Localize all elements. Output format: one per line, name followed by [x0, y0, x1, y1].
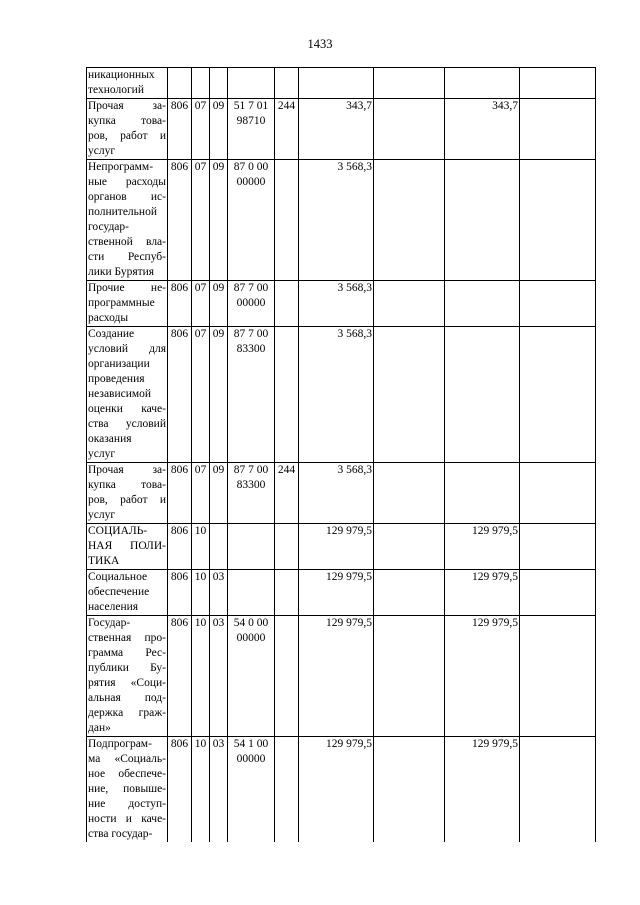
target-article-line: 00000: [236, 632, 266, 644]
amount-total: 343,7: [299, 99, 374, 160]
row-name-line: ное обеспече-: [88, 768, 166, 780]
subsection-code: 09: [210, 99, 228, 160]
row-name-line: ности и каче-: [88, 813, 166, 825]
expense-type-code: 244: [275, 99, 299, 160]
target-article-line: 00000: [236, 753, 266, 765]
expense-type-code: [275, 616, 299, 737]
table-row: [87, 570, 596, 616]
ministry-code: 806: [168, 570, 192, 616]
table-row: [87, 327, 596, 463]
page-number: 1433: [307, 37, 333, 51]
row-name-line: программные: [88, 297, 155, 309]
row-name-line: Подпрограм-: [88, 738, 152, 750]
subsection-code: 03: [210, 570, 228, 616]
section-code: 10: [192, 570, 210, 616]
amount-col-1: [374, 99, 445, 160]
row-name-line: населения: [88, 601, 139, 613]
row-name-line: грамма Рес-: [88, 647, 166, 659]
row-name-cell: [87, 737, 168, 843]
row-name-cell: [87, 524, 168, 570]
amount-col-1: [374, 524, 445, 570]
target-article-code: [228, 616, 275, 737]
row-name-line: альная под-: [88, 692, 166, 704]
subsection-code: 09: [210, 160, 228, 281]
row-name-line: органов ис-: [88, 191, 166, 203]
amount-col-3: [520, 99, 596, 160]
amount-col-2: 129 979,5: [445, 737, 520, 843]
row-name-line: проведения: [88, 373, 145, 385]
row-name-line: Прочая за-: [88, 100, 166, 112]
amount-col-1: [374, 327, 445, 463]
section-code: 10: [192, 616, 210, 737]
target-article-code: [228, 463, 275, 524]
row-name-cell: [87, 99, 168, 160]
amount-col-1: [374, 68, 445, 99]
row-name-line: Прочая за-: [88, 464, 166, 476]
row-name-line: ние, повыше-: [88, 783, 166, 795]
row-name-line: Непрограмм-: [88, 161, 154, 173]
amount-col-3: [520, 524, 596, 570]
target-article-code: [228, 68, 275, 99]
row-name-line: условий для: [88, 343, 166, 355]
row-name-line: ства условий: [88, 418, 166, 430]
target-article-line: 00000: [236, 176, 266, 188]
amount-col-2: [445, 327, 520, 463]
expense-type-code: [275, 737, 299, 843]
budget-table: [86, 67, 596, 842]
row-name-line: Социальное: [88, 571, 148, 583]
row-name-line: независимой: [88, 388, 152, 400]
target-article-line: 83300: [236, 343, 266, 355]
row-name-line: ственная про-: [88, 632, 166, 644]
amount-col-2: 129 979,5: [445, 570, 520, 616]
amount-total: 129 979,5: [299, 616, 374, 737]
target-article-line: 54 0 00: [233, 617, 269, 629]
amount-total: 3 568,3: [299, 160, 374, 281]
amount-total: 3 568,3: [299, 281, 374, 327]
subsection-code: [210, 524, 228, 570]
target-article-code: [228, 524, 275, 570]
row-name-line: технологий: [88, 84, 144, 96]
table-row: [87, 160, 596, 281]
amount-total: 3 568,3: [299, 327, 374, 463]
amount-col-1: [374, 160, 445, 281]
row-name-line: Создание: [88, 328, 135, 340]
target-article-line: 98710: [236, 115, 266, 127]
row-name-line: никационных: [88, 69, 155, 81]
ministry-code: 806: [168, 327, 192, 463]
target-article-line: 87 7 00: [233, 328, 269, 340]
row-name-line: организации: [88, 358, 150, 370]
amount-col-1: [374, 570, 445, 616]
row-name-line: услуг: [88, 509, 116, 521]
amount-col-3: [520, 327, 596, 463]
amount-total: 3 568,3: [299, 463, 374, 524]
amount-col-2: [445, 281, 520, 327]
target-article-code: [228, 570, 275, 616]
target-article-line: 87 7 00: [233, 282, 269, 294]
row-name-line: купка това-: [88, 115, 166, 127]
table-row: [87, 281, 596, 327]
expense-type-code: [275, 160, 299, 281]
target-article-line: 00000: [236, 297, 266, 309]
amount-col-3: [520, 463, 596, 524]
amount-col-2: [445, 68, 520, 99]
target-article-line: 54 1 00: [233, 738, 269, 750]
ministry-code: 806: [168, 524, 192, 570]
amount-col-1: [374, 616, 445, 737]
table-row: [87, 524, 596, 570]
row-name-line: ные расходы: [88, 176, 166, 188]
amount-col-2: 343,7: [445, 99, 520, 160]
row-name-line: ров, работ и: [88, 494, 166, 506]
amount-col-1: [374, 463, 445, 524]
row-name-line: оказания: [88, 433, 132, 445]
subsection-code: 09: [210, 463, 228, 524]
section-code: 07: [192, 463, 210, 524]
target-article-code: [228, 99, 275, 160]
subsection-code: 03: [210, 737, 228, 843]
amount-col-2: 129 979,5: [445, 524, 520, 570]
amount-col-3: [520, 281, 596, 327]
row-name-line: ние доступ-: [88, 798, 166, 810]
amount-col-3: [520, 570, 596, 616]
table-row: [87, 99, 596, 160]
row-name-line: услуг: [88, 145, 116, 157]
amount-col-3: [520, 616, 596, 737]
row-name-cell: [87, 281, 168, 327]
expense-type-code: [275, 68, 299, 99]
row-name-line: полнительной: [88, 206, 157, 218]
table-row: [87, 463, 596, 524]
amount-col-2: [445, 160, 520, 281]
row-name-cell: [87, 68, 168, 99]
target-article-line: 51 7 01: [233, 100, 269, 112]
subsection-code: [210, 68, 228, 99]
subsection-code: 09: [210, 281, 228, 327]
row-name-line: ров, работ и: [88, 130, 166, 142]
row-name-line: держка граж-: [88, 707, 166, 719]
ministry-code: 806: [168, 99, 192, 160]
row-name-line: СОЦИАЛЬ-: [88, 525, 148, 537]
subsection-code: 03: [210, 616, 228, 737]
row-name-cell: [87, 327, 168, 463]
expense-type-code: [275, 524, 299, 570]
row-name-cell: [87, 616, 168, 737]
expense-type-code: [275, 327, 299, 463]
table-row: [87, 737, 596, 843]
ministry-code: 806: [168, 737, 192, 843]
target-article-line: 87 7 00: [233, 464, 269, 476]
section-code: 07: [192, 160, 210, 281]
row-name-line: сти Респуб-: [88, 251, 166, 263]
row-name-line: публики Бу-: [88, 662, 166, 674]
row-name-line: услуг: [88, 448, 116, 460]
section-code: 10: [192, 737, 210, 843]
expense-type-code: 244: [275, 463, 299, 524]
amount-col-3: [520, 160, 596, 281]
amount-col-2: [445, 463, 520, 524]
amount-total: 129 979,5: [299, 524, 374, 570]
target-article-line: 87 0 00: [233, 161, 269, 173]
target-article-code: [228, 281, 275, 327]
amount-col-1: [374, 737, 445, 843]
row-name-cell: [87, 463, 168, 524]
row-name-line: дан»: [88, 722, 111, 734]
row-name-cell: [87, 570, 168, 616]
row-name-line: купка това-: [88, 479, 166, 491]
amount-col-1: [374, 281, 445, 327]
target-article-code: [228, 160, 275, 281]
amount-col-2: 129 979,5: [445, 616, 520, 737]
section-code: 07: [192, 99, 210, 160]
target-article-code: [228, 737, 275, 843]
section-code: [192, 68, 210, 99]
row-name-line: ТИКА: [88, 555, 120, 567]
section-code: 07: [192, 281, 210, 327]
table-row: [87, 68, 596, 99]
row-name-line: обеспечение: [88, 586, 150, 598]
row-name-line: ственной вла-: [88, 236, 166, 248]
row-name-line: расходы: [88, 312, 129, 324]
subsection-code: 09: [210, 327, 228, 463]
table-row: [87, 616, 596, 737]
row-name-line: Государ-: [88, 617, 131, 629]
table-body: [87, 68, 596, 843]
target-article-code: [228, 327, 275, 463]
row-name-line: НАЯ ПОЛИ-: [88, 540, 166, 552]
amount-total: [299, 68, 374, 99]
target-article-line: 83300: [236, 479, 266, 491]
expense-type-code: [275, 281, 299, 327]
section-code: 10: [192, 524, 210, 570]
amount-total: 129 979,5: [299, 737, 374, 843]
row-name-line: ства государ-: [88, 828, 153, 840]
row-name-line: ма «Социаль-: [88, 753, 166, 765]
row-name-line: государ-: [88, 221, 129, 233]
amount-col-3: [520, 68, 596, 99]
row-name-line: лики Бурятия: [88, 266, 155, 278]
ministry-code: 806: [168, 463, 192, 524]
row-name-line: рятия «Соци-: [88, 677, 166, 689]
amount-col-3: [520, 737, 596, 843]
ministry-code: 806: [168, 160, 192, 281]
section-code: 07: [192, 327, 210, 463]
expense-type-code: [275, 570, 299, 616]
ministry-code: 806: [168, 281, 192, 327]
row-name-line: оценки каче-: [88, 403, 166, 415]
ministry-code: [168, 68, 192, 99]
row-name-line: Прочие не-: [88, 282, 166, 294]
row-name-cell: [87, 160, 168, 281]
ministry-code: 806: [168, 616, 192, 737]
amount-total: 129 979,5: [299, 570, 374, 616]
